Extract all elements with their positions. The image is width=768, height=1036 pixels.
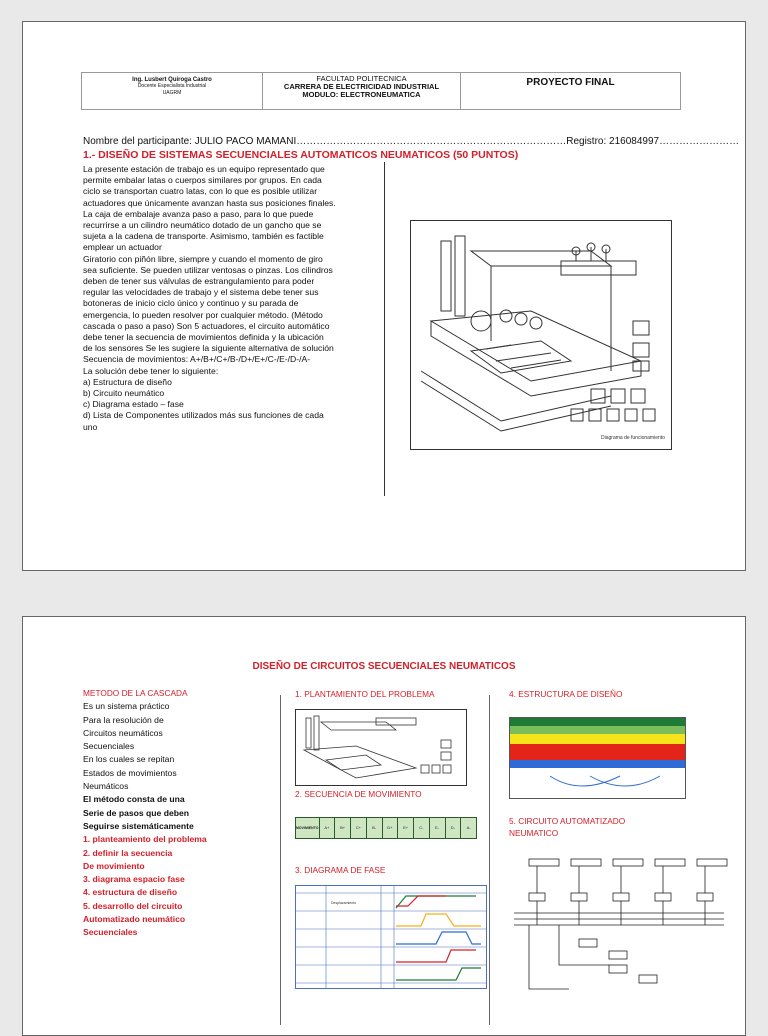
body-line: de los sensores Se les sugiere la siguiente alternativa de solución <box>83 343 334 354</box>
method-step-line: De movimiento <box>83 860 145 871</box>
method-line: Secuenciales <box>83 741 135 752</box>
method-bold-line: Serie de pasos que deben <box>83 807 190 818</box>
section-5-line-2: NEUMATICO <box>509 828 559 838</box>
section-2-title: 2. SECUENCIA DE MOVIMIENTO <box>295 789 422 799</box>
body-line: sea suficiente. Se pueden utilizar ventosas o pinzas. Los cilindros <box>83 264 333 275</box>
faculty-name: FACULTAD POLITECNICA <box>316 74 407 83</box>
design-structure-table <box>509 717 686 799</box>
column-divider <box>489 695 490 1025</box>
phase-row-label: Desplazamiento <box>331 901 357 905</box>
body-line: Giratorio con piñón libre, siempre y cuando el momento de giro <box>83 253 323 264</box>
body-line: recurrirse a un cilindro neumático dotado de un gancho que se <box>83 220 322 231</box>
method-line: Neumáticos <box>83 781 129 792</box>
question-title: 1.- DISEÑO DE SISTEMAS SECUENCIALES AUTOMATICOS NEUMATICOS (50 PUNTOS) <box>83 149 519 161</box>
page-2 <box>22 616 746 1036</box>
body-line: deben de tener sus válvulas de estrangulamiento para poder <box>83 276 315 287</box>
method-step-line: 3. diagrama espacio fase <box>83 874 185 885</box>
method-bold-line: El método consta de una <box>83 794 185 805</box>
body-line: c) Diagrama estado – fase <box>83 399 184 410</box>
sequence-cell: B+ <box>335 818 351 838</box>
author-name: Ing. Lusbert Quiroga Castro <box>132 77 212 83</box>
body-line: a) Estructura de diseño <box>83 376 172 387</box>
career-name: CARRERA DE ELECTRICIDAD INDUSTRIAL <box>283 82 440 91</box>
column-divider <box>280 695 281 1025</box>
body-line: emplear un actuador <box>83 242 162 253</box>
sequence-cell: D+ <box>383 818 399 838</box>
section-3-title: 3. DIAGRAMA DE FASE <box>295 865 386 875</box>
method-heading: METODO DE LA CASCADA <box>83 688 188 698</box>
sequence-cell: D- <box>446 818 462 838</box>
sequence-cell: E- <box>430 818 446 838</box>
body-line: ciclo se transportan cuatro latas, con lo que es posible utilizar <box>83 186 318 197</box>
body-line: regular las velocidades de trabajo y el sistema debe tener sus <box>83 287 319 298</box>
section-5-title <box>509 815 625 839</box>
pneumatic-circuit-drawing <box>509 853 731 993</box>
problem-drawing <box>296 710 466 785</box>
author-institution: UAGRM <box>162 90 182 96</box>
sequence-label: MOVIMIENTO <box>296 818 320 838</box>
pneumatic-circuit <box>509 853 731 993</box>
packaging-station-figure <box>410 220 672 450</box>
sequence-cell: A- <box>466 825 471 830</box>
body-line: debe tener la secuencia de movimientos definida y la ubicación <box>83 332 324 343</box>
method-step-line: 5. desarrollo del circuito <box>83 900 183 911</box>
body-line: actuadores que únicamente avanzan hasta sus posiciones finales. <box>83 197 336 208</box>
section-1-title: 1. PLANTAMIENTO DEL PROBLEMA <box>295 689 435 699</box>
body-line: La caja de embalaje avanza paso a paso, para lo que puede <box>83 208 314 219</box>
structure-row <box>510 744 685 760</box>
method-line: Circuitos neumáticos <box>83 727 163 738</box>
structure-arcs <box>510 768 685 798</box>
document-header-table <box>81 72 681 110</box>
body-line: sujeta a la cadena de transporte. Asimismo, también es factible <box>83 231 324 242</box>
participant-line: Nombre del participante: JULIO PACO MAMANI………………………………………………………………………Registro: 216084997…………………… <box>83 136 740 147</box>
method-step-line: Secuenciales <box>83 927 138 938</box>
body-line: botoneras de inicio ciclo único y continuo y su parada de <box>83 298 299 309</box>
method-step-line: 4. estructura de diseño <box>83 887 178 898</box>
phase-diagram <box>295 885 487 989</box>
sequence-cell: C+ <box>351 818 367 838</box>
section-5-line-1: 5. CIRCUITO AUTOMATIZADO <box>509 816 626 826</box>
method-line: Es un sistema práctico <box>83 701 170 712</box>
author-role: Docente Especialista Industrial <box>137 83 207 89</box>
structure-row <box>510 768 685 798</box>
sequence-cell: E+ <box>398 818 414 838</box>
sequence-cell: A+ <box>320 818 336 838</box>
method-line: En los cuales se repitan <box>83 754 175 765</box>
sequence-cell: B- <box>367 818 383 838</box>
page2-title: DISEÑO DE CIRCUITOS SECUENCIALES NEUMATICOS <box>252 661 516 672</box>
problem-figure <box>295 709 467 786</box>
question-body <box>83 164 395 433</box>
method-bold-line: Seguirse sistemáticamente <box>83 820 194 831</box>
faculty-cell <box>263 73 461 109</box>
phase-diagram-drawing <box>296 886 486 988</box>
body-line: uno <box>83 421 98 432</box>
column-divider <box>384 162 385 496</box>
module-name: MODULO: ELECTRONEUMATICA <box>302 90 421 99</box>
method-step-line: Automatizado neumático <box>83 914 186 925</box>
body-line: cascada o paso a paso) Son 5 actuadores, el circuito automático <box>83 320 330 331</box>
body-line: d) Lista de Componentes utilizados más sus funciones de cada <box>83 410 324 421</box>
method-line: Estados de movimientos <box>83 767 177 778</box>
structure-row <box>510 734 685 744</box>
sequence-cell: C- <box>414 818 430 838</box>
structure-row <box>510 760 685 768</box>
method-column <box>83 687 263 940</box>
page-1 <box>22 21 746 571</box>
author-cell <box>82 73 263 109</box>
body-line: La solución debe tener lo siguiente: <box>83 365 219 376</box>
packaging-station-drawing <box>411 221 671 449</box>
body-line: La presente estación de trabajo es un equipo representado que <box>83 164 325 174</box>
method-step-line: 2. definir la secuencia <box>83 847 173 858</box>
project-title: PROYECTO FINAL <box>526 77 615 88</box>
method-step-line: 1. planteamiento del problema <box>83 834 207 845</box>
figure-caption: Diagrama de funcionamiento <box>601 435 665 441</box>
structure-row <box>510 718 685 726</box>
body-line: emergencia, lo pueden resolver por cualquier método. (Método <box>83 309 323 320</box>
sequence-strip <box>295 817 477 839</box>
body-line: Secuencia de movimientos: A+/B+/C+/B-/D+/E+/C-/E-/D-/A- <box>83 354 311 365</box>
method-line: Para la resolución de <box>83 714 164 725</box>
body-line: b) Circuito neumático <box>83 388 165 399</box>
body-line: permite embalar latas o cuerpos similares por grupos. En cada <box>83 175 322 186</box>
structure-row <box>510 726 685 734</box>
section-4-title: 4. ESTRUCTURA DE DISEÑO <box>509 689 623 699</box>
